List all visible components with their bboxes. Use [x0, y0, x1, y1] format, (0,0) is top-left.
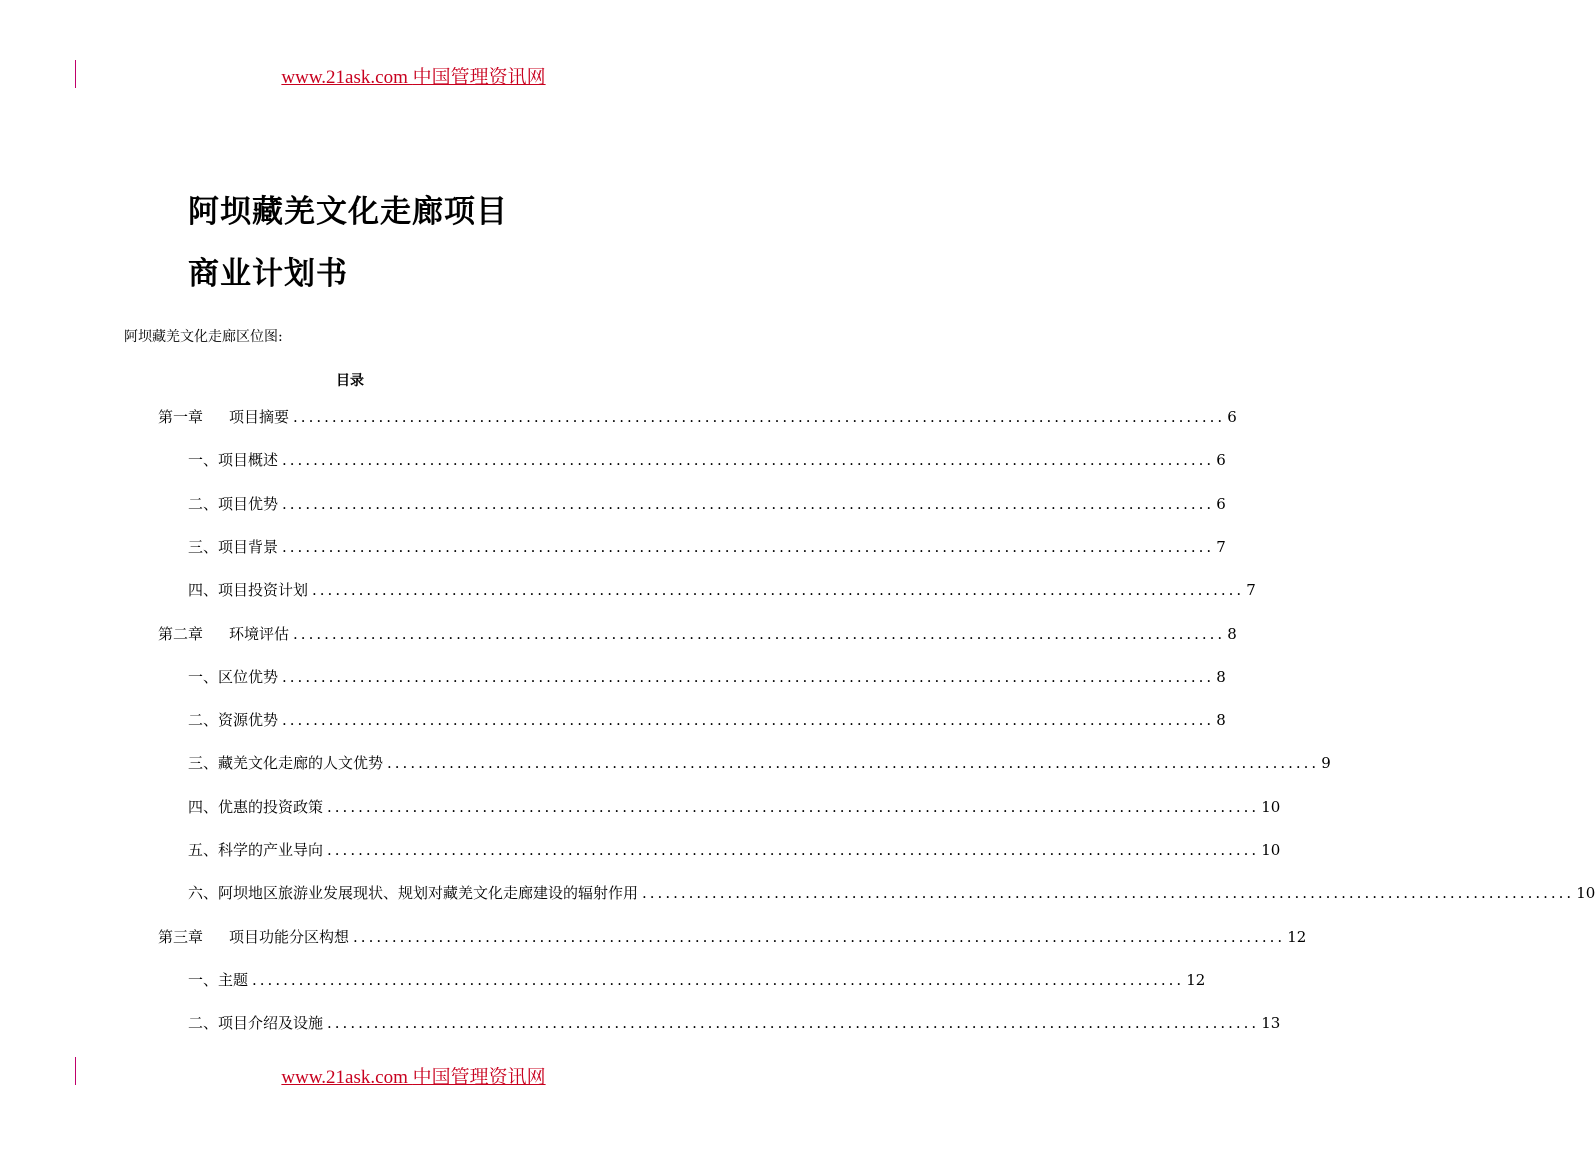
toc-entry-title: 四、优惠的投资政策	[188, 798, 324, 816]
toc-entry-title: 六、阿坝地区旅游业发展现状、规划对藏羌文化走廊建设的辐射作用	[188, 884, 639, 902]
toc-entry-title: 三、项目背景	[188, 538, 279, 556]
toc-leader-dots: ........................................................................................................................	[282, 451, 1215, 469]
toc-entry[interactable]	[188, 709, 1226, 730]
toc-entry[interactable]	[188, 1012, 1281, 1033]
toc-page-number: 12	[1287, 928, 1307, 946]
toc-page-number: 13	[1261, 1014, 1281, 1032]
toc-entry[interactable]	[188, 579, 1256, 600]
toc-entry-title: 一、区位优势	[188, 668, 279, 686]
toc-leader-dots: ........................................................................................................................	[282, 495, 1215, 513]
toc-page-number: 6	[1216, 495, 1226, 513]
toc-page-number: 10	[1576, 884, 1595, 902]
toc-entry-title: 环境评估	[229, 625, 290, 643]
toc-entry-label	[188, 796, 323, 817]
toc-leader-dots: ........................................................................................................................	[282, 668, 1215, 686]
toc-entry[interactable]	[158, 926, 1307, 947]
toc-chapter-number: 第一章	[158, 408, 204, 426]
toc-entry-label	[188, 536, 278, 557]
toc-leader-dots: ........................................................................................................................	[327, 841, 1260, 859]
toc-entry[interactable]	[188, 796, 1281, 817]
toc-entry-label	[188, 493, 278, 514]
toc-entry[interactable]	[158, 623, 1237, 644]
toc-entry-label	[188, 969, 248, 990]
header-url[interactable]: www.21ask.com	[281, 67, 413, 88]
toc-page-number: 10	[1261, 841, 1281, 859]
toc-leader-dots: ........................................................................................................................	[252, 971, 1185, 989]
document-title-line2: 商业计划书	[188, 256, 348, 292]
toc-page-number: 9	[1321, 754, 1331, 772]
footer-site-name[interactable]: 中国管理资讯网	[412, 1067, 546, 1088]
toc-entry-label	[158, 623, 289, 644]
header-site-name[interactable]: 中国管理资讯网	[412, 67, 546, 88]
toc-entry-label	[188, 882, 638, 903]
toc-entry-title: 五、科学的产业导向	[188, 841, 324, 859]
toc-leader-dots: ........................................................................................................................	[327, 798, 1260, 816]
toc-entry-label	[188, 839, 323, 860]
toc-page-number: 12	[1186, 971, 1206, 989]
toc-entry[interactable]	[158, 406, 1237, 427]
toc-entry-title: 三、藏羌文化走廊的人文优势	[188, 754, 384, 772]
toc-entry-title: 项目功能分区构想	[229, 928, 350, 946]
toc-leader-dots: ........................................................................................................................	[327, 1014, 1260, 1032]
toc-page-number: 6	[1227, 408, 1237, 426]
toc-entry-label	[188, 752, 383, 773]
toc-entry-title: 一、主题	[188, 971, 249, 989]
toc-entry-title: 四、项目投资计划	[188, 581, 309, 599]
toc-page-number: 7	[1216, 538, 1226, 556]
toc-entry[interactable]	[188, 536, 1226, 557]
footer-url[interactable]: www.21ask.com	[281, 1067, 413, 1088]
toc-entry-label	[188, 579, 308, 600]
toc-entry-label	[188, 449, 278, 470]
toc-entry-label	[158, 406, 289, 427]
toc-leader-dots: ........................................................................................................................	[282, 538, 1215, 556]
toc-entry[interactable]	[188, 752, 1331, 773]
toc-entry-title: 项目摘要	[229, 408, 290, 426]
toc-page-number: 8	[1227, 625, 1237, 643]
toc-page-number: 8	[1216, 668, 1226, 686]
toc-entry-title: 二、项目优势	[188, 495, 279, 513]
toc-entry-title: 二、项目介绍及设施	[188, 1014, 324, 1032]
toc-entry[interactable]	[188, 839, 1281, 860]
toc-entry-label	[188, 1012, 323, 1033]
toc-entry[interactable]	[188, 666, 1226, 687]
document-title-line1: 阿坝藏羌文化走廊项目	[188, 194, 508, 230]
toc-leader-dots: ........................................................................................................................	[387, 754, 1320, 772]
toc-leader-dots: ........................................................................................................................	[353, 928, 1286, 946]
toc-page-number: 10	[1261, 798, 1281, 816]
toc-chapter-number: 第二章	[158, 625, 204, 643]
location-map-caption: 阿坝藏羌文化走廊区位图:	[124, 329, 283, 345]
toc-entry-label	[188, 709, 278, 730]
toc-leader-dots: ........................................................................................................................	[293, 408, 1226, 426]
toc-entry[interactable]	[188, 882, 1595, 903]
toc-entry[interactable]	[188, 493, 1226, 514]
toc-page-number: 8	[1216, 711, 1226, 729]
toc-page-number: 6	[1216, 451, 1226, 469]
header-site-link[interactable]	[0, 62, 827, 89]
toc-leader-dots: ........................................................................................................................	[642, 884, 1575, 902]
toc-chapter-number: 第三章	[158, 928, 204, 946]
toc-leader-dots: ........................................................................................................................	[312, 581, 1245, 599]
toc-entry[interactable]	[188, 969, 1206, 990]
footer-site-link[interactable]	[0, 1062, 827, 1089]
toc-entry-label	[158, 926, 349, 947]
toc-leader-dots: ........................................................................................................................	[282, 711, 1215, 729]
toc-heading-text: 目录	[336, 373, 364, 389]
toc-entry[interactable]	[188, 449, 1226, 470]
toc-entry-title: 二、资源优势	[188, 711, 279, 729]
toc-entry-label	[188, 666, 278, 687]
toc-page-number: 7	[1246, 581, 1256, 599]
toc-leader-dots: ........................................................................................................................	[293, 625, 1226, 643]
toc-entry-title: 一、项目概述	[188, 451, 279, 469]
